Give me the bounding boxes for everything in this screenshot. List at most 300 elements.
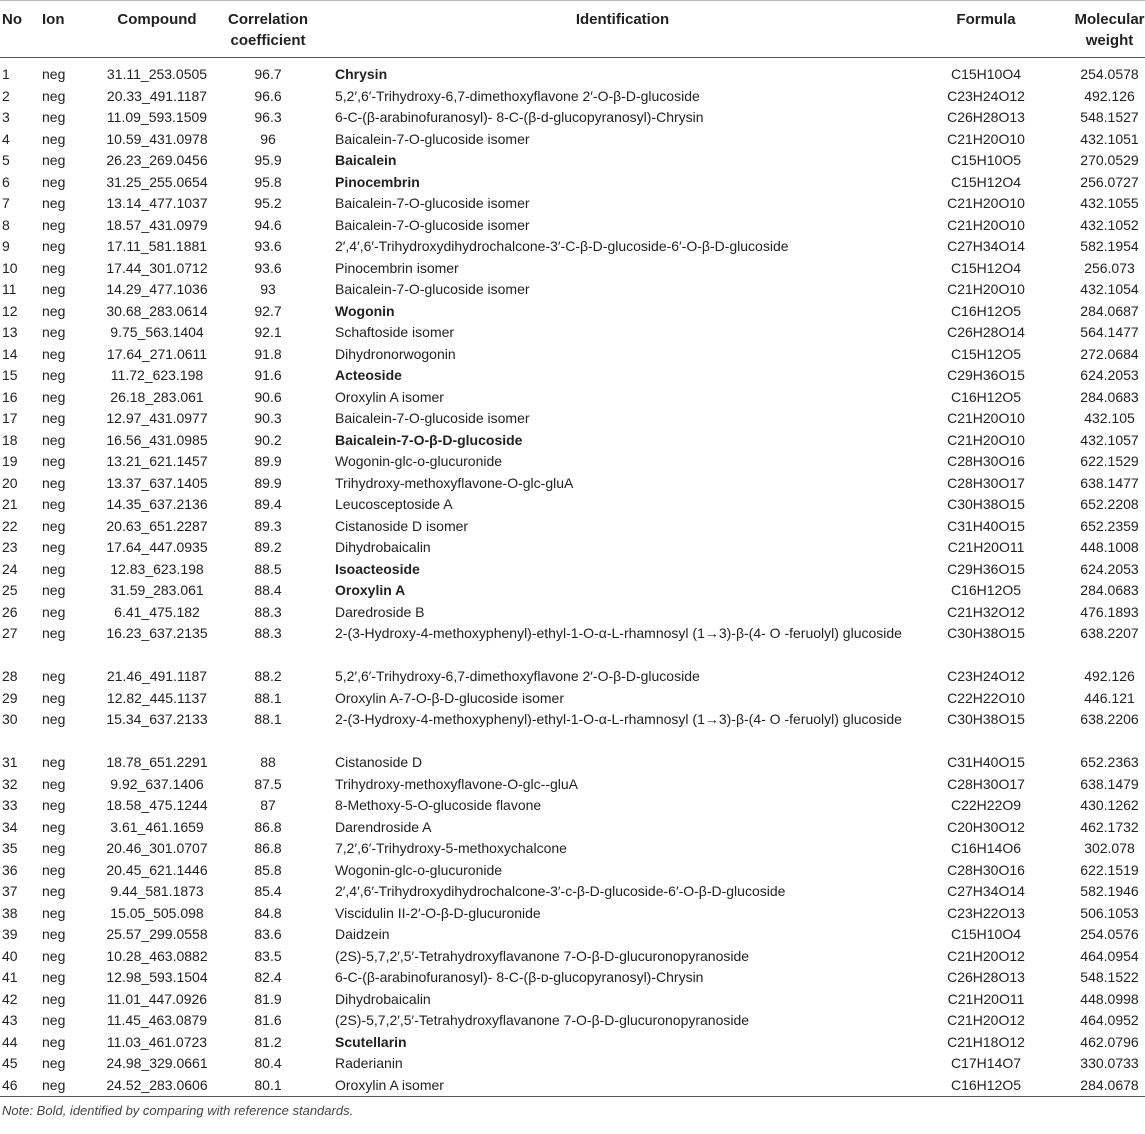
cell-correlation: 80.1 (219, 1075, 317, 1097)
cell-molecular-weight: 462.0796 (1080, 1033, 1139, 1050)
cell-correlation: 95.8 (254, 173, 282, 190)
cell-molecular-weight: 476.1893 (1080, 603, 1139, 620)
cell-correlation: 88.2 (254, 668, 282, 684)
cell-identification: 2-(3-Hydroxy-4-methoxyphenyl)-ethyl-1-O-α-L-rhamnosyl (1→3)-β-(4- O -feruolyl) glucoside (335, 625, 902, 641)
cell-molecular-weight: 464.0954 (1080, 947, 1139, 964)
header-no: No (0, 1, 39, 58)
header-mw-line2: weight (1085, 32, 1134, 49)
cell-no: 32 (2, 775, 18, 792)
table-row (0, 795, 1145, 817)
cell-formula: C16H14O6 (950, 840, 1022, 856)
cell-no: 41 (2, 969, 18, 985)
table-row (0, 967, 1145, 989)
cell-ion: neg (42, 345, 66, 362)
cell-formula: C21H20O10 (947, 431, 1025, 448)
cell-formula: C29H36O15 (947, 367, 1025, 383)
cell-compound: 20.63_651.2287 (106, 517, 208, 534)
cell-no: 16 (2, 388, 18, 405)
cell-formula: C27H34O14 (947, 883, 1025, 899)
cell-identification: Dihydrobaicalin (335, 990, 431, 1007)
cell-no: 36 (2, 861, 18, 878)
cell-compound: 11.45_463.0879 (106, 1012, 208, 1028)
cell-correlation: 83.5 (254, 947, 282, 964)
cell-molecular-weight: 582.1946 (1080, 883, 1139, 899)
table-row (0, 516, 1145, 538)
cell-correlation: 96.6 (254, 87, 282, 104)
cell-compound: 30.68_283.0614 (106, 302, 208, 319)
cell-no: 21 (2, 496, 18, 512)
table-row (0, 623, 1145, 666)
cell-correlation: 89.4 (254, 496, 282, 512)
cell-correlation: 89.2 (254, 539, 282, 555)
cell-ion: neg (42, 66, 66, 82)
cell-ion: neg (42, 474, 66, 491)
cell-compound: 6.41_475.182 (114, 603, 200, 620)
cell-compound: 31.59_283.061 (110, 582, 204, 598)
cell-molecular-weight: 548.1527 (1080, 109, 1139, 125)
cell-ion: neg (42, 130, 66, 147)
cell-molecular-weight: 330.0733 (1080, 1055, 1139, 1071)
cell-correlation: 92.1 (254, 324, 282, 340)
cell-molecular-weight: 432.1051 (1080, 130, 1139, 147)
cell-formula: C21H20O10 (947, 216, 1025, 233)
cell-compound: 26.18_283.061 (110, 388, 204, 405)
table-row (0, 774, 1145, 796)
cell-ion: neg (42, 668, 66, 684)
cell-no: 7 (2, 195, 10, 211)
cell-compound: 24.52_283.0606 (95, 1075, 219, 1097)
cell-ion: neg (39, 1075, 95, 1097)
cell-formula: C27H34O14 (947, 238, 1025, 254)
cell-identification: Daredroside B (335, 603, 425, 620)
cell-formula: C21H20O10 (947, 195, 1025, 211)
cell-ion: neg (42, 87, 66, 104)
cell-identification: Darendroside A (335, 818, 432, 835)
cell-identification: (2S)-5,7,2′,5′-Tetrahydroxyflavanone 7-O-β-D-glucuronopyranoside (335, 1012, 750, 1028)
cell-formula: C16H12O5 (913, 1075, 1059, 1097)
cell-correlation: 92.7 (254, 302, 282, 319)
cell-identification: Cistanoside D (335, 754, 423, 770)
cell-no: 42 (2, 990, 18, 1007)
header-formula: Formula (913, 1, 1059, 58)
cell-formula: C21H20O11 (947, 539, 1025, 555)
cell-identification: Baicalein-7-O-glucoside isomer (335, 281, 530, 297)
cell-formula: C20H30O12 (947, 818, 1025, 835)
cell-compound: 17.64_447.0935 (106, 539, 208, 555)
cell-identification: Schaftoside isomer (335, 324, 455, 340)
cell-molecular-weight: 432.1055 (1080, 195, 1139, 211)
cell-ion: neg (42, 926, 66, 942)
cell-no: 25 (2, 582, 18, 598)
cell-correlation: 87 (260, 797, 276, 813)
cell-molecular-weight: 492.126 (1084, 87, 1135, 104)
table-row (0, 344, 1145, 366)
cell-ion: neg (42, 625, 66, 641)
cell-ion: neg (42, 990, 66, 1007)
table-row (0, 709, 1145, 752)
cell-molecular-weight: 270.0529 (1080, 152, 1139, 168)
cell-no: 19 (2, 453, 18, 469)
cell-ion: neg (42, 689, 66, 706)
cell-molecular-weight: 254.0576 (1080, 926, 1139, 942)
header-row (0, 1, 1145, 58)
cell-ion: neg (42, 152, 66, 168)
cell-molecular-weight: 430.1262 (1080, 797, 1139, 813)
cell-formula: C15H10O4 (950, 926, 1022, 942)
cell-ion: neg (42, 410, 66, 426)
cell-formula: C30H38O15 (947, 625, 1025, 641)
cell-identification: Wogonin-glc-o-glucuronide (335, 453, 503, 469)
cell-correlation: 84.8 (254, 904, 282, 921)
cell-no: 22 (2, 517, 18, 534)
table-row (0, 172, 1145, 194)
cell-molecular-weight: 624.2053 (1080, 367, 1139, 383)
cell-identification: Chrysin (335, 66, 388, 82)
cell-correlation: 88.4 (254, 582, 282, 598)
cell-formula: C17H14O7 (950, 1055, 1022, 1071)
cell-correlation: 80.4 (254, 1055, 282, 1071)
cell-molecular-weight: 432.105 (1084, 410, 1135, 426)
table-row (0, 451, 1145, 473)
cell-formula: C30H38O15 (947, 496, 1025, 512)
cell-formula: C21H32O12 (947, 603, 1025, 620)
cell-compound: 13.21_621.1457 (106, 453, 208, 469)
cell-formula: C23H24O12 (947, 668, 1025, 684)
cell-formula: C21H20O10 (947, 130, 1025, 147)
cell-correlation: 94.6 (254, 216, 282, 233)
cell-formula: C28H30O16 (947, 453, 1025, 469)
table-row (0, 989, 1145, 1011)
cell-no: 35 (2, 840, 18, 856)
cell-compound: 14.29_477.1036 (106, 281, 208, 297)
cell-no: 20 (2, 474, 18, 491)
cell-identification: Wogonin (335, 302, 395, 319)
cell-ion: neg (42, 883, 66, 899)
table-row (0, 494, 1145, 516)
cell-no: 34 (2, 818, 18, 835)
cell-no: 39 (2, 926, 18, 942)
cell-identification: (2S)-5,7,2′,5′-Tetrahydroxyflavanone 7-O-β-D-glucuronopyranoside (335, 947, 750, 964)
cell-identification: Scutellarin (335, 1033, 407, 1050)
cell-correlation: 91.8 (254, 345, 282, 362)
cell-correlation: 85.4 (254, 883, 282, 899)
cell-molecular-weight: 564.1477 (1080, 324, 1139, 340)
header-correlation (219, 1, 317, 58)
cell-molecular-weight: 582.1954 (1080, 238, 1139, 254)
cell-formula: C30H38O15 (947, 711, 1025, 727)
header-correlation-line1: Correlation (227, 11, 308, 28)
cell-molecular-weight: 492.126 (1084, 668, 1135, 684)
table-row (0, 387, 1145, 409)
cell-identification: Dihydronorwogonin (335, 345, 456, 362)
header-mw-line1: Molecular (1074, 11, 1145, 28)
cell-molecular-weight: 652.2359 (1080, 517, 1139, 534)
cell-formula: C23H22O13 (947, 904, 1025, 921)
cell-molecular-weight: 638.2207 (1080, 625, 1139, 641)
cell-no: 46 (0, 1075, 39, 1097)
table-row (0, 1032, 1145, 1054)
cell-no: 45 (2, 1055, 18, 1071)
cell-no: 3 (2, 109, 10, 125)
cell-no: 23 (2, 539, 18, 555)
cell-correlation: 90.6 (254, 388, 282, 405)
cell-identification: 6-C-(β-arabinofuranosyl)- 8-C-(β-d-glucopyranosyl)-Chrysin (335, 109, 704, 125)
cell-correlation: 87.5 (254, 775, 282, 792)
cell-identification: Oroxylin A isomer (317, 1075, 913, 1097)
cell-no: 38 (2, 904, 18, 921)
cell-formula: C15H10O4 (950, 66, 1022, 82)
cell-formula: C26H28O14 (947, 324, 1025, 340)
cell-no: 15 (2, 367, 18, 383)
cell-compound: 18.57_431.0979 (106, 216, 208, 233)
cell-correlation: 91.6 (254, 367, 282, 383)
cell-compound: 14.35_637.2136 (106, 496, 208, 512)
cell-formula: C29H36O15 (947, 560, 1025, 577)
cell-compound: 9.44_581.1873 (110, 883, 204, 899)
cell-ion: neg (42, 517, 66, 534)
header-molecular-weight (1059, 1, 1145, 58)
cell-identification: Oroxylin A isomer (335, 388, 444, 405)
cell-compound: 16.56_431.0985 (106, 431, 208, 448)
cell-no: 6 (2, 173, 10, 190)
cell-identification: 8-Methoxy-5-O-glucoside flavone (335, 797, 542, 813)
cell-ion: neg (42, 1033, 66, 1050)
cell-ion: neg (42, 560, 66, 577)
cell-formula: C15H12O5 (950, 345, 1022, 362)
cell-correlation: 88 (260, 754, 276, 770)
table-row (0, 537, 1145, 559)
cell-correlation: 81.9 (254, 990, 282, 1007)
cell-molecular-weight: 464.0952 (1080, 1012, 1139, 1028)
cell-no: 11 (2, 281, 17, 297)
cell-compound: 17.11_581.1881 (106, 238, 208, 254)
cell-molecular-weight: 652.2208 (1080, 496, 1139, 512)
cell-molecular-weight: 254.0578 (1080, 66, 1139, 82)
cell-molecular-weight: 446.121 (1084, 689, 1135, 706)
cell-compound: 26.23_269.0456 (106, 152, 208, 168)
cell-identification: Baicalein-7-O-glucoside isomer (335, 130, 530, 147)
cell-no: 18 (2, 431, 18, 448)
cell-ion: neg (42, 302, 66, 319)
cell-compound: 11.01_447.0926 (106, 990, 208, 1007)
cell-identification: Wogonin-glc-o-glucuronide (335, 861, 503, 878)
cell-no: 2 (2, 87, 10, 104)
table-row (0, 365, 1145, 387)
cell-ion: neg (42, 431, 66, 448)
cell-ion: neg (42, 754, 66, 770)
cell-identification: Trihydroxy-methoxyflavone-O-glc--gluA (335, 775, 578, 792)
cell-no: 28 (2, 668, 18, 684)
cell-no: 30 (2, 711, 18, 727)
cell-compound: 11.72_623.198 (110, 367, 204, 383)
cell-molecular-weight: 448.0998 (1080, 990, 1139, 1007)
table-row (0, 258, 1145, 280)
cell-compound: 10.28_463.0882 (106, 947, 208, 964)
cell-correlation: 89.9 (254, 453, 282, 469)
cell-formula: C21H18O12 (947, 1033, 1025, 1050)
cell-identification: 2′,4′,6′-Trihydroxydihydrochalcone-3′-C-β-D-glucoside-6′-O-β-D-glucoside (335, 238, 789, 254)
cell-identification: Cistanoside D isomer (335, 517, 469, 534)
cell-identification: Pinocembrin isomer (335, 259, 459, 276)
table-row (0, 602, 1145, 624)
cell-ion: neg (42, 1055, 66, 1071)
table-row (0, 86, 1145, 108)
cell-correlation: 96.7 (254, 66, 282, 82)
cell-ion: neg (42, 797, 66, 813)
cell-compound: 18.58_475.1244 (106, 797, 208, 813)
cell-formula: C16H12O5 (950, 302, 1022, 319)
header-ion: Ion (39, 1, 95, 58)
cell-compound: 21.46_491.1187 (106, 668, 208, 684)
table-row (0, 129, 1145, 151)
cell-compound: 24.98_329.0661 (106, 1055, 208, 1071)
cell-correlation: 83.6 (254, 926, 282, 942)
cell-no: 14 (2, 345, 18, 362)
cell-identification: 5,2′,6′-Trihydroxy-6,7-dimethoxyflavone 2′-O-β-D-glucoside (335, 87, 700, 104)
cell-compound: 20.45_621.1446 (106, 861, 208, 878)
cell-no: 24 (2, 560, 18, 577)
cell-ion: neg (42, 539, 66, 555)
cell-ion: neg (42, 818, 66, 835)
cell-ion: neg (42, 195, 66, 211)
cell-identification: Isoacteoside (335, 560, 420, 577)
cell-molecular-weight: 652.2363 (1080, 754, 1139, 770)
cell-molecular-weight: 284.0687 (1080, 302, 1139, 319)
table-row (0, 688, 1145, 710)
cell-no: 13 (2, 324, 18, 340)
cell-ion: neg (42, 109, 66, 125)
cell-correlation: 81.6 (254, 1012, 282, 1028)
cell-ion: neg (42, 947, 66, 964)
cell-compound: 18.78_651.2291 (106, 754, 208, 770)
cell-correlation: 88.3 (254, 625, 282, 641)
cell-molecular-weight: 432.1054 (1080, 281, 1139, 297)
cell-identification: Oroxylin A-7-O-β-D-glucoside isomer (335, 689, 564, 706)
cell-molecular-weight: 284.0683 (1080, 582, 1139, 598)
cell-correlation: 88.1 (254, 711, 282, 727)
cell-ion: neg (42, 173, 66, 190)
cell-molecular-weight: 284.0683 (1080, 388, 1139, 405)
cell-formula: C21H20O11 (947, 990, 1025, 1007)
table-row (0, 1010, 1145, 1032)
cell-molecular-weight: 284.0678 (1059, 1075, 1145, 1097)
table-row (0, 881, 1145, 903)
cell-compound: 25.57_299.0558 (106, 926, 208, 942)
cell-no: 17 (2, 410, 18, 426)
cell-molecular-weight: 548.1522 (1080, 969, 1139, 985)
cell-formula: C28H30O17 (947, 775, 1025, 792)
cell-ion: neg (42, 861, 66, 878)
cell-ion: neg (42, 840, 66, 856)
table-row (0, 58, 1145, 86)
cell-compound: 12.98_593.1504 (106, 969, 208, 985)
cell-no: 37 (2, 883, 18, 899)
cell-formula: C15H12O4 (950, 259, 1022, 276)
cell-correlation: 88.5 (254, 560, 282, 577)
cell-identification: 5,2′,6′-Trihydroxy-6,7-dimethoxyflavone 2′-O-β-D-glucoside (335, 668, 700, 684)
cell-correlation: 90.3 (254, 410, 282, 426)
cell-molecular-weight: 256.073 (1084, 259, 1135, 276)
cell-formula: C31H40O15 (947, 754, 1025, 770)
cell-molecular-weight: 302.078 (1084, 840, 1135, 856)
cell-correlation: 89.9 (254, 474, 282, 491)
cell-formula: C21H20O10 (947, 410, 1025, 426)
cell-ion: neg (42, 388, 66, 405)
cell-correlation: 95.9 (254, 152, 282, 168)
table-row (0, 752, 1145, 774)
cell-correlation: 82.4 (254, 969, 282, 985)
cell-ion: neg (42, 904, 66, 921)
cell-correlation: 95.2 (254, 195, 282, 211)
cell-correlation: 89.3 (254, 517, 282, 534)
cell-identification: Acteoside (335, 367, 402, 383)
cell-compound: 31.11_253.0505 (106, 66, 208, 82)
cell-molecular-weight: 272.0684 (1080, 345, 1139, 362)
cell-ion: neg (42, 367, 66, 383)
cell-no: 27 (2, 625, 18, 641)
cell-formula: C28H30O17 (947, 474, 1025, 491)
table-row (0, 903, 1145, 925)
cell-ion: neg (42, 969, 66, 985)
cell-identification: Pinocembrin (335, 173, 420, 190)
cell-formula: C23H24O12 (947, 87, 1025, 104)
cell-compound: 20.46_301.0707 (106, 840, 208, 856)
cell-ion: neg (42, 324, 66, 340)
cell-correlation: 93.6 (254, 238, 282, 254)
cell-formula: C26H28O13 (947, 969, 1025, 985)
cell-correlation: 88.1 (254, 689, 282, 706)
cell-identification: Leucosceptoside A (335, 496, 453, 512)
cell-molecular-weight: 256.0727 (1080, 173, 1139, 190)
table-row (0, 838, 1145, 860)
header-compound: Compound (95, 1, 219, 58)
cell-ion: neg (42, 775, 66, 792)
cell-compound: 12.82_445.1137 (106, 689, 208, 706)
table-row (0, 1053, 1145, 1075)
table-row (0, 666, 1145, 688)
cell-formula: C26H28O13 (947, 109, 1025, 125)
table-row (0, 1075, 1145, 1097)
cell-no: 31 (2, 754, 18, 770)
cell-correlation: 90.2 (254, 431, 282, 448)
cell-correlation: 81.2 (254, 1033, 282, 1050)
cell-identification: 2-(3-Hydroxy-4-methoxyphenyl)-ethyl-1-O-α-L-rhamnosyl (1→3)-β-(4- O -feruolyl) glucoside (335, 711, 902, 727)
cell-formula: C22H22O10 (947, 689, 1025, 706)
cell-ion: neg (42, 259, 66, 276)
cell-compound: 17.44_301.0712 (106, 259, 208, 276)
cell-formula: C22H22O9 (950, 797, 1022, 813)
cell-correlation: 86.8 (254, 840, 282, 856)
cell-compound: 12.83_623.198 (110, 560, 204, 577)
cell-no: 43 (2, 1012, 18, 1028)
cell-identification: Baicalein (335, 152, 397, 168)
cell-identification: Baicalein-7-O-glucoside isomer (335, 195, 530, 211)
cell-formula: C28H30O16 (947, 861, 1025, 878)
cell-correlation: 96 (260, 130, 276, 147)
cell-formula: C21H20O10 (947, 281, 1025, 297)
cell-compound: 15.05_505.098 (110, 904, 204, 921)
cell-no: 44 (2, 1033, 18, 1050)
table-row (0, 236, 1145, 258)
cell-formula: C15H10O5 (950, 152, 1022, 168)
table-row (0, 924, 1145, 946)
cell-molecular-weight: 432.1057 (1080, 431, 1139, 448)
cell-compound: 10.59_431.0978 (106, 130, 208, 147)
cell-ion: neg (42, 711, 66, 727)
cell-identification: Baicalein-7-O-β-D-glucoside (335, 431, 523, 448)
cell-no: 40 (2, 947, 18, 964)
cell-no: 33 (2, 797, 18, 813)
